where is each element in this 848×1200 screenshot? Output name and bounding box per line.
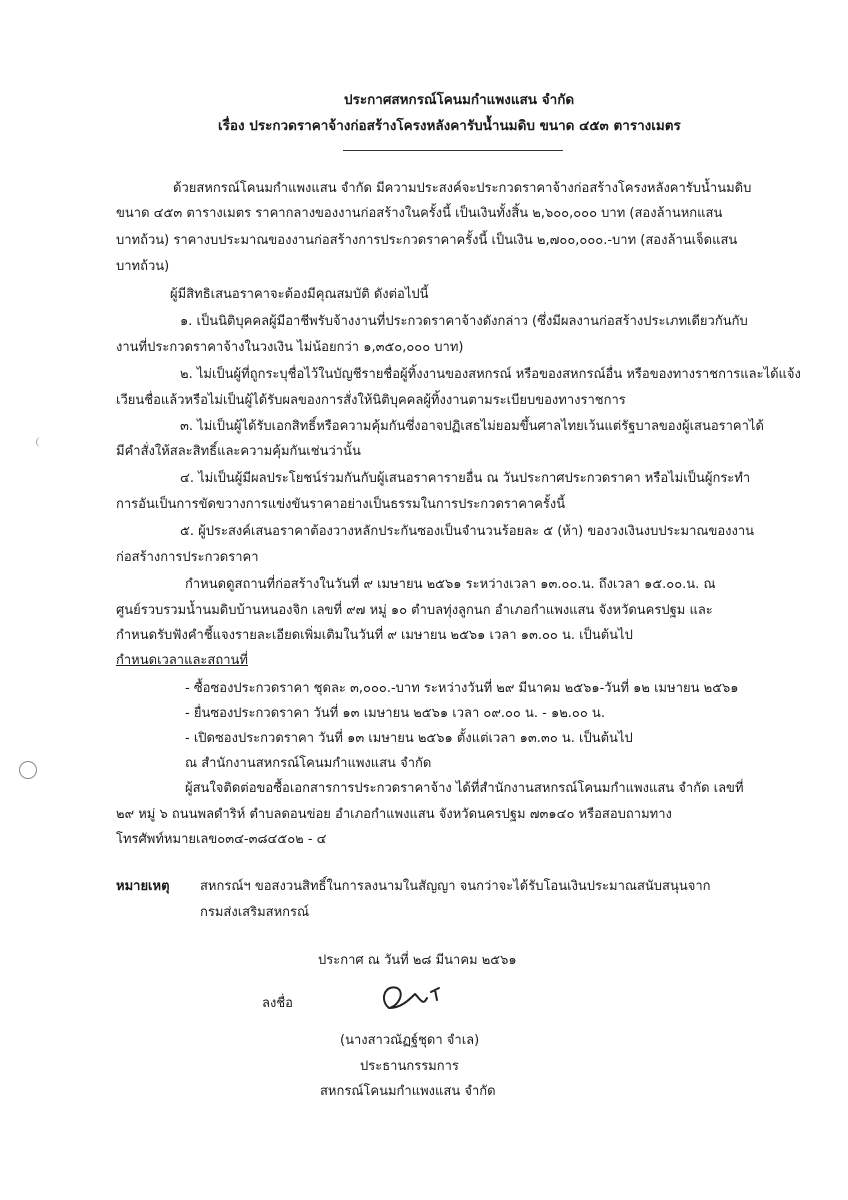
note-label: หมายเหตุ: [116, 879, 170, 894]
qualification-1b: งานที่ประกวดราคาจ้างในวงเงิน ไม่น้อยกว่า ๑,๓๕๐,๐๐๐ บาท): [116, 340, 464, 355]
signer-position: ประธานกรรมการ: [360, 1059, 459, 1074]
schedule-item-submit: - ยื่นซองประกวดราคา วันที่ ๑๓ เมษายน ๒๕๖๑ เวลา ๐๙.๐๐ น. - ๑๒.๐๐ น.: [185, 706, 605, 721]
qualification-2b: เวียนชื่อแล้วหรือไม่เป็นผู้ได้รับผลของการสั่งให้นิติบุคคลผู้ทิ้งงานตามระเบียบของทางราชการ: [116, 393, 626, 408]
schedule-item-buy: - ซื้อซองประกวดราคา ชุดละ ๓,๐๐๐.-บาท ระหว่างวันที่ ๒๙ มีนาคม ๒๕๖๑-วันที่ ๑๒ เมษายน ๒๕๖๑: [185, 681, 739, 696]
schedule-location: ณ สำนักงานสหกรณ์โคนมกำแพงแสน จำกัด: [185, 756, 432, 771]
contact-line-3: โทรศัพท์หมายเลข๐๓๔-๓๘๔๕๐๒ - ๔: [116, 832, 327, 847]
org-title: ประกาศสหกรณ์โคนมกำแพงแสน จำกัด: [344, 92, 575, 108]
contact-line-2: ๒๙ หมู่ ๖ ถนนพลดำริห์ ตำบลดอนข่อย อำเภอกำแพงแสน จังหวัดนครปฐม ๗๓๑๔๐ หรือสอบถามทาง: [116, 807, 672, 822]
title-underline: [343, 150, 563, 151]
scan-mark: [36, 437, 45, 447]
qualification-3b: มีคำสั่งให้สละสิทธิ์และความคุ้มกันเช่นว่านั้น: [116, 444, 361, 459]
schedule-item-open: - เปิดซองประกวดราคา วันที่ ๑๓ เมษายน ๒๕๖๑ ตั้งแต่เวลา ๑๓.๓๐ น. เป็นต้นไป: [185, 731, 633, 746]
qualification-heading: ผู้มีสิทธิเสนอราคาจะต้องมีคุณสมบัติ ดังต่อไปนี้: [170, 287, 429, 302]
site-visit-line-3: กำหนดรับฟังคำชี้แจงรายละเอียดเพิ่มเติมในวันที่ ๙ เมษายน ๒๕๖๑ เวลา ๑๓.๐๐ น. เป็นต้นไป: [116, 628, 633, 643]
intro-line-2: ขนาด ๔๕๓ ตารางเมตร ราคากลางของงานก่อสร้างในครั้งนี้ เป็นเงินทั้งสิ้น ๒,๖๐๐,๐๐๐ บาท (สองล้านหกแสน: [116, 206, 723, 221]
schedule-heading: กำหนดเวลาและสถานที่: [116, 653, 248, 668]
note-line-1: สหกรณ์ฯ ขอสงวนสิทธิ์ในการลงนามในสัญญา จนกว่าจะได้รับโอนเงินประมาณสนับสนุนจาก: [200, 879, 711, 894]
note-line-2: กรมส่งเสริมสหกรณ์: [200, 905, 310, 920]
qualification-5b: ก่อสร้างการประกวดราคา: [116, 550, 259, 565]
punch-hole: [19, 761, 37, 779]
qualification-5a: ๕. ผู้ประสงค์เสนอราคาต้องวางหลักประกันซองเป็นจำนวนร้อยละ ๕ (ห้า) ของวงเงินงบประมาณของงาน: [180, 524, 755, 539]
intro-line-4: บาทถ้วน): [116, 259, 170, 274]
signature-image: [375, 978, 465, 1020]
qualification-4a: ๔. ไม่เป็นผู้มีผลประโยชน์ร่วมกันกับผู้เสนอราคารายอื่น ณ วันประกาศประกวดราคา หรือไม่เป็นผู้กระทำ: [180, 471, 751, 486]
contact-line-1: ผู้สนใจติดต่อขอซื้อเอกสารการประกวดราคาจ้าง ได้ที่สำนักงานสหกรณ์โคนมกำแพงแสน จำกัด เลขที่: [185, 781, 744, 796]
signer-organization: สหกรณ์โคนมกำแพงแสน จำกัด: [320, 1084, 496, 1099]
subject-line: เรื่อง ประกวดราคาจ้างก่อสร้างโครงหลังคารับน้ำนมดิบ ขนาด ๔๕๓ ตารางเมตร: [218, 118, 681, 134]
qualification-1a: ๑. เป็นนิติบุคคลผู้มีอาชีพรับจ้างงานที่ประกวดราคาจ้างดังกล่าว (ซึ่งมีผลงานก่อสร้างประเภทเดียวกันกับ: [180, 314, 748, 329]
sign-label: ลงชื่อ: [262, 996, 293, 1011]
signer-name: (นางสาวณัฏฐ์ชุดา จำเล): [340, 1033, 480, 1048]
qualification-3a: ๓. ไม่เป็นผู้ได้รับเอกสิทธิ์หรือความคุ้มกันซึ่งอาจปฏิเสธไม่ยอมขึ้นศาลไทยเว้นแต่รัฐบาลของผู้เสนอราคาได้: [180, 419, 764, 434]
qualification-4b: การอันเป็นการขัดขวางการแข่งขันราคาอย่างเป็นธรรมในการประกวดราคาครั้งนี้: [116, 497, 566, 512]
site-visit-line-2: ศูนย์รวบรวมน้ำนมดิบบ้านหนองจิก เลขที่ ๙๗ หมู่ ๑๐ ตำบลทุ่งลูกนก อำเภอกำแพงแสน จังหวัดนครปฐม และ: [116, 603, 713, 618]
intro-line-3: บาทถ้วน) ราคางบประมาณของงานก่อสร้างการประกวดราคาครั้งนี้ เป็นเงิน ๒,๗๐๐,๐๐๐.-บาท (สองล้านเจ็ดแสน: [116, 233, 738, 248]
qualification-2a: ๒. ไม่เป็นผู้ที่ถูกระบุชื่อไว้ในบัญชีรายชื่อผู้ทิ้งงานของสหกรณ์ หรือของสหกรณ์อื่น หรือของทางราชการและได้แจ้ง: [180, 367, 801, 382]
site-visit-line-1: กำหนดดูสถานที่ก่อสร้างในวันที่ ๙ เมษายน ๒๕๖๑ ระหว่างเวลา ๑๓.๐๐.น. ถึงเวลา ๑๕.๐๐.น. ณ: [185, 577, 716, 592]
intro-line-1: ด้วยสหกรณ์โคนมกำแพงแสน จำกัด มีความประสงค์จะประกวดราคาจ้างก่อสร้างโครงหลังคารับน้ำนมดิบ: [173, 181, 752, 196]
announcement-date: ประกาศ ณ วันที่ ๒๘ มีนาคม ๒๕๖๑: [318, 953, 517, 968]
